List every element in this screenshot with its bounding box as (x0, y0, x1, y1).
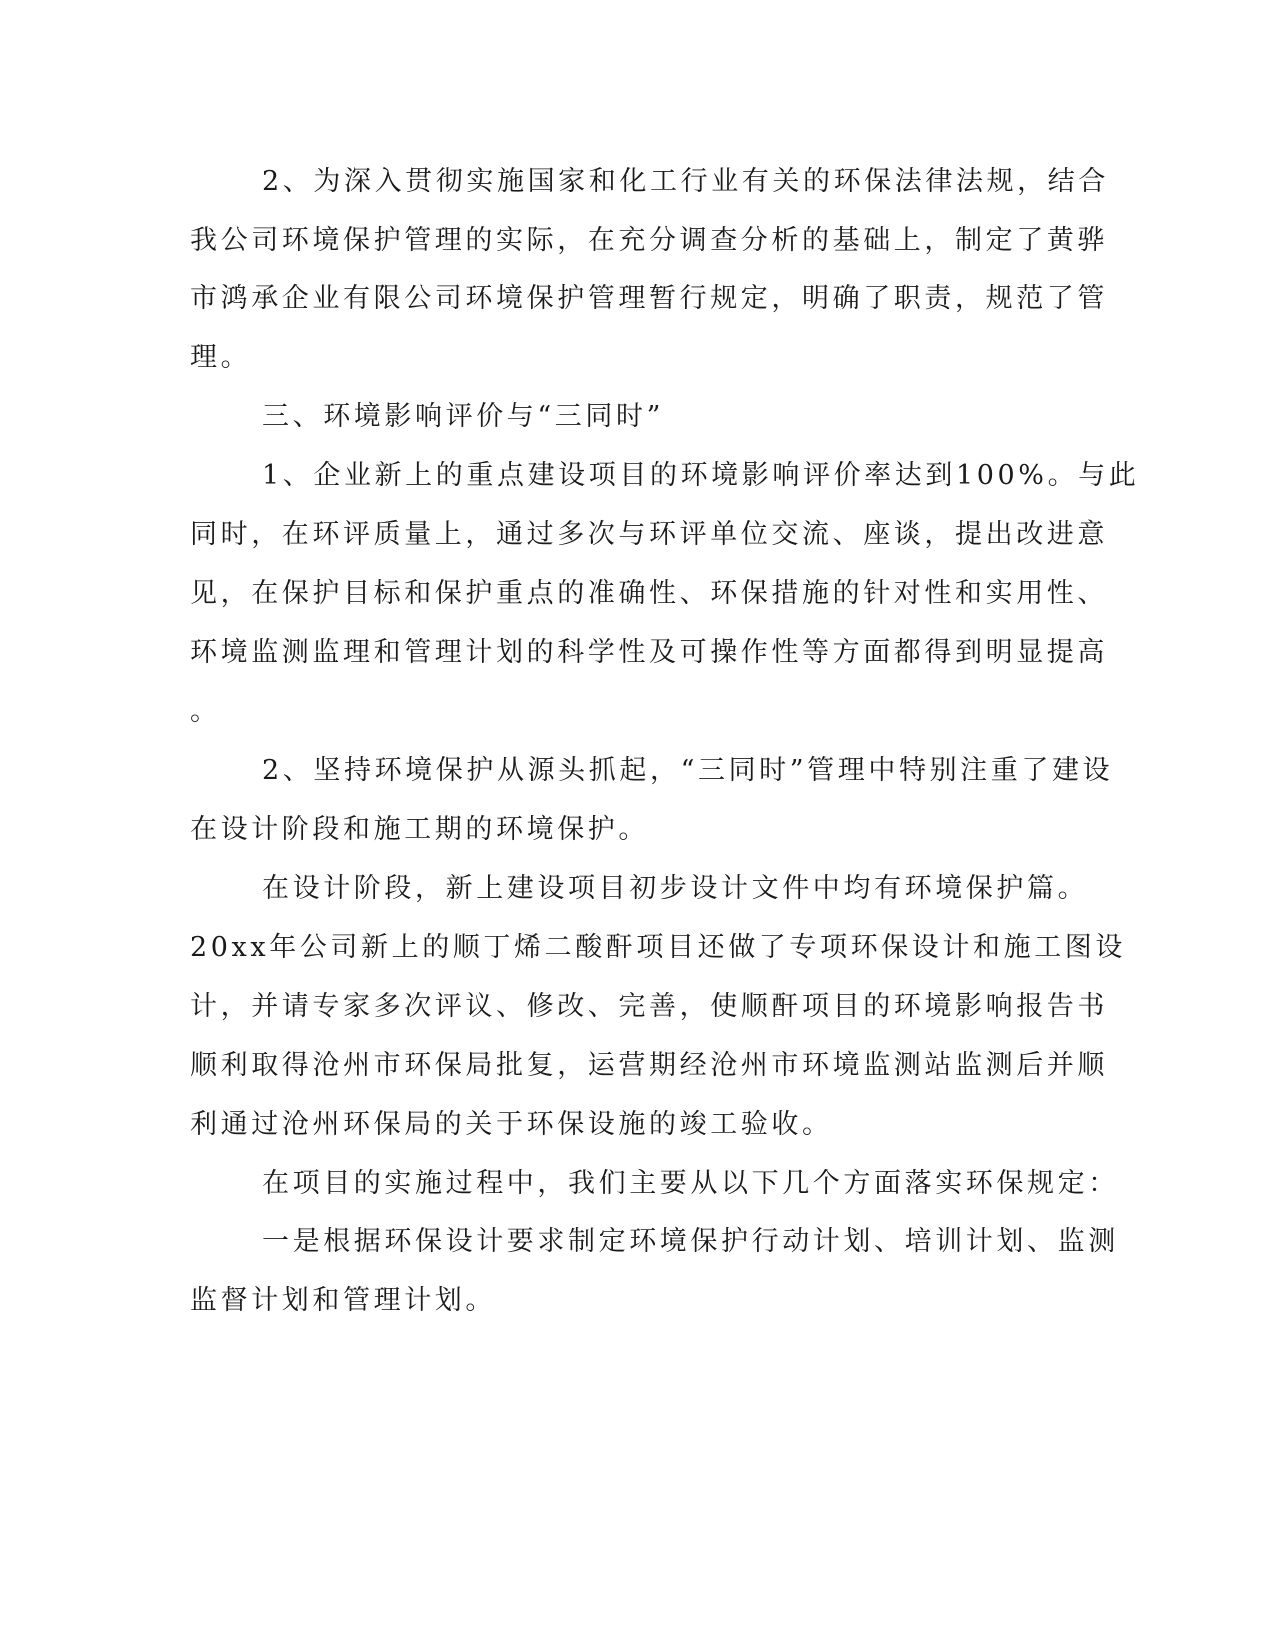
text-line: 在项目的实施过程中，我们主要从以下几个方面落实环保规定： (262, 1168, 1119, 1199)
text-line: 顺利取得沧州市环保局批复，运营期经沧州市环境监测站监测后并顺 (190, 1050, 1108, 1081)
text-line: 环境监测监理和管理计划的科学性及可操作性等方面都得到明显提高 (190, 637, 1108, 668)
text-line: 见，在保护目标和保护重点的准确性、环保措施的针对性和实用性、 (190, 578, 1108, 609)
text-line: 20xx年公司新上的顺丁烯二酸酐项目还做了专项环保设计和施工图设 (190, 932, 1127, 963)
text-line: 在设计阶段，新上建设项目初步设计文件中均有环境保护篇。 (262, 873, 1089, 904)
text-line: 市鸿承企业有限公司环境保护管理暂行规定，明确了职责，规范了管 (190, 283, 1108, 314)
text-line: 理。 (190, 342, 252, 373)
text-line: 计，并请专家多次评议、修改、完善，使顺酐项目的环境影响报告书 (190, 991, 1108, 1022)
text-line: 利通过沧州环保局的关于环保设施的竣工验收。 (190, 1109, 833, 1140)
text-line: 2、坚持环境保护从源头抓起，“三同时”管理中特别注重了建设 (262, 755, 1114, 786)
text-line: 。 (190, 696, 221, 727)
text-line: 监督计划和管理计划。 (190, 1285, 496, 1316)
text-line: 2、为深入贯彻实施国家和化工行业有关的环保法律法规，结合 (262, 166, 1109, 197)
section-heading: 三、环境影响评价与“三同时” (262, 401, 665, 432)
text-line: 一是根据环保设计要求制定环境保护行动计划、培训计划、监测 (262, 1226, 1119, 1257)
text-line: 在设计阶段和施工期的环境保护。 (190, 814, 649, 845)
text-line: 同时，在环评质量上，通过多次与环评单位交流、座谈，提出改进意 (190, 519, 1108, 550)
text-line: 1、企业新上的重点建设项目的环境影响评价率达到100%。与此 (262, 460, 1140, 491)
text-line: 我公司环境保护管理的实际，在充分调查分析的基础上，制定了黄骅 (190, 225, 1108, 256)
